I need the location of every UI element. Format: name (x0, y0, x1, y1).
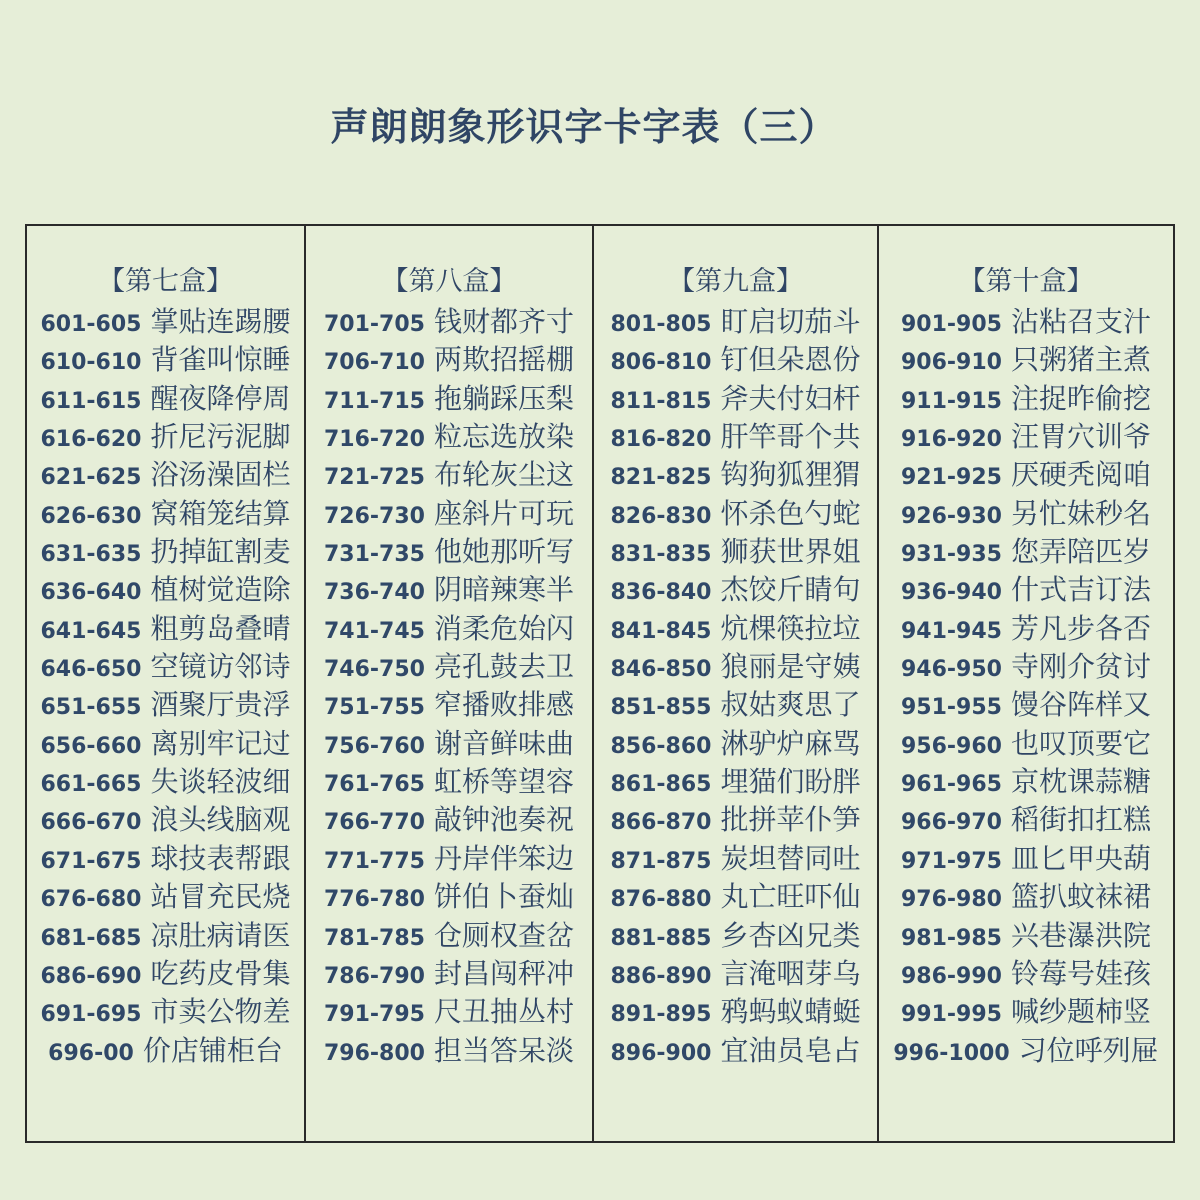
card-characters: 阴暗辣寒半 (433, 573, 574, 607)
card-characters: 粗剪岛叠晴 (150, 611, 291, 645)
card-row (594, 341, 877, 379)
card-range: 611-615 (40, 388, 142, 414)
card-range: 746-750 (324, 657, 425, 683)
card-row (879, 725, 1173, 763)
card-range: 766-770 (324, 810, 425, 836)
card-range: 916-920 (901, 427, 1002, 453)
card-row (879, 878, 1173, 916)
card-range: 876-880 (610, 887, 712, 913)
character-table (25, 224, 1175, 1143)
card-row (879, 533, 1173, 571)
card-row (594, 571, 877, 609)
card-characters: 只粥猪主煮 (1010, 343, 1151, 377)
card-characters: 空镜访邻诗 (150, 650, 291, 684)
card-range: 886-890 (610, 963, 712, 989)
card-characters: 稻街扣扛糕 (1010, 803, 1151, 837)
card-characters: 窝箱笼结算 (150, 496, 291, 530)
card-characters: 封昌闯秤冲 (433, 956, 574, 990)
card-range: 601-605 (40, 312, 142, 337)
card-characters: 您弄陪匹岁 (1010, 535, 1151, 569)
card-row (27, 955, 304, 993)
card-range: 871-875 (610, 848, 712, 874)
card-row (306, 725, 592, 763)
card-characters: 站冒充民烧 (150, 880, 291, 914)
card-characters: 杰饺斤睛句 (720, 573, 861, 607)
card-characters: 汪胃穴训爷 (1010, 420, 1151, 454)
card-row (879, 610, 1173, 648)
card-row (27, 380, 304, 418)
card-row (594, 418, 877, 456)
box-header: 【第九盒】 (668, 266, 803, 297)
card-row (594, 763, 877, 801)
card-range: 626-630 (40, 503, 142, 529)
card-characters: 消柔危始闪 (433, 611, 574, 645)
card-row (306, 303, 592, 341)
card-characters: 馒谷阵样又 (1010, 688, 1151, 722)
card-range: 801-805 (610, 312, 712, 337)
card-row (879, 993, 1173, 1031)
card-characters: 尺丑抽丛村 (433, 995, 574, 1029)
card-range: 881-885 (610, 925, 712, 951)
card-row (27, 878, 304, 916)
card-range: 986-990 (901, 963, 1002, 989)
card-characters: 乡杏凶兄类 (720, 918, 861, 952)
card-row (27, 571, 304, 609)
card-row (879, 801, 1173, 839)
card-row (594, 533, 877, 571)
card-characters: 盯启切茄斗 (720, 305, 861, 338)
card-row (879, 840, 1173, 878)
card-characters: 言淹咽芽乌 (720, 956, 861, 990)
card-characters: 酒聚厅贵浮 (150, 688, 291, 722)
card-characters: 狮获世界姐 (720, 535, 861, 569)
card-range: 976-980 (901, 887, 1002, 913)
card-range: 796-800 (324, 1040, 425, 1066)
card-row (27, 993, 304, 1031)
page-title: 声朗朗象形识字卡字表（三） (330, 105, 838, 149)
card-range: 716-720 (324, 427, 425, 453)
card-range: 901-905 (901, 312, 1002, 337)
card-range: 621-625 (40, 465, 142, 491)
card-characters: 失谈轻波细 (150, 765, 291, 799)
card-characters: 折尼污泥脚 (150, 420, 291, 454)
card-row (306, 878, 592, 916)
card-range: 631-635 (40, 542, 142, 568)
card-row (594, 456, 877, 494)
card-characters: 埋猫们盼胖 (720, 765, 861, 799)
card-range: 656-660 (40, 733, 142, 759)
card-row (27, 610, 304, 648)
card-row (594, 610, 877, 648)
card-range: 776-780 (324, 887, 425, 913)
card-characters: 厌硬秃阅咱 (1010, 458, 1151, 492)
card-row (27, 495, 304, 533)
card-row (27, 648, 304, 686)
card-characters: 炕棵筷拉垃 (720, 611, 861, 645)
card-characters: 什式吉订法 (1010, 573, 1151, 607)
card-row (306, 763, 592, 801)
card-characters: 植树觉造除 (150, 573, 291, 607)
card-characters: 拖躺踩压梨 (433, 381, 574, 415)
card-range: 781-785 (324, 925, 425, 951)
card-characters: 怀杀色勺蛇 (720, 496, 861, 530)
card-characters: 寺刚介贫讨 (1010, 650, 1151, 684)
card-row (879, 418, 1173, 456)
card-row (306, 495, 592, 533)
card-characters: 另忙妹秒名 (1010, 496, 1151, 530)
card-row (594, 1032, 877, 1070)
card-characters: 市卖公物差 (150, 995, 291, 1029)
card-characters: 丸亡旺吓仙 (720, 880, 861, 914)
card-range: 891-895 (610, 1002, 712, 1028)
card-characters: 钉但朵恩份 (720, 343, 861, 377)
card-characters: 浪头线脑观 (150, 803, 291, 837)
card-row (27, 840, 304, 878)
card-row (594, 686, 877, 724)
card-range: 756-760 (324, 733, 425, 759)
card-characters: 丹岸伴笨边 (433, 841, 574, 875)
card-characters: 狼丽是守姨 (720, 650, 861, 684)
card-characters: 兴巷瀑洪院 (1010, 918, 1151, 952)
card-characters: 习位呼列屉 (1018, 1033, 1159, 1067)
card-row (306, 380, 592, 418)
card-range: 836-840 (610, 580, 712, 606)
card-characters: 肝竿哥个共 (720, 420, 861, 454)
card-row (27, 341, 304, 379)
card-characters: 宜油员皂占 (720, 1033, 861, 1067)
card-characters: 喊纱题柿竖 (1010, 995, 1151, 1029)
card-range: 936-940 (901, 580, 1002, 606)
card-characters: 亮孔鼓去卫 (433, 650, 574, 684)
card-row (27, 686, 304, 724)
card-range: 666-670 (40, 810, 142, 836)
card-characters: 虹桥等望容 (433, 765, 574, 799)
card-characters: 两欺招摇棚 (433, 343, 574, 377)
card-characters: 担当答呆淡 (433, 1033, 574, 1067)
card-characters: 敲钟池奏祝 (433, 803, 574, 837)
card-row (879, 648, 1173, 686)
card-characters: 鸦蚂蚁蜻蜓 (720, 995, 861, 1029)
card-characters: 醒夜降停周 (150, 381, 291, 415)
card-characters: 钩狗狐狸猬 (720, 458, 861, 492)
card-characters: 皿匕甲央葫 (1010, 841, 1151, 875)
card-row (879, 763, 1173, 801)
card-range: 921-925 (901, 465, 1002, 491)
card-range: 616-620 (40, 427, 142, 453)
card-characters: 芳凡步各否 (1010, 611, 1151, 645)
card-characters: 他她那听写 (433, 535, 574, 569)
card-row (306, 686, 592, 724)
card-range: 721-725 (324, 465, 425, 491)
card-range: 821-825 (610, 465, 712, 491)
card-range: 806-810 (610, 350, 712, 376)
card-range: 791-795 (324, 1002, 425, 1028)
card-row (594, 648, 877, 686)
card-range: 701-705 (324, 312, 425, 337)
card-characters: 批拼苹仆笋 (720, 803, 861, 837)
box-column (27, 226, 306, 1141)
box-header: 【第十盒】 (958, 266, 1094, 297)
card-range: 641-645 (40, 618, 142, 644)
card-characters: 炭坦替同吐 (720, 841, 861, 875)
card-range: 786-790 (324, 963, 425, 989)
card-characters: 钱财都齐寸 (433, 305, 574, 338)
card-row (879, 303, 1173, 341)
card-characters: 沾粘召支汁 (1010, 305, 1151, 338)
card-range: 911-915 (901, 388, 1002, 414)
card-range: 846-850 (610, 657, 712, 683)
card-range: 831-835 (610, 542, 712, 568)
card-row (306, 648, 592, 686)
card-range: 771-775 (324, 848, 425, 874)
card-range: 726-730 (324, 503, 425, 529)
card-range: 851-855 (610, 695, 712, 721)
card-row (27, 725, 304, 763)
card-row (879, 686, 1173, 724)
card-range: 816-820 (610, 427, 712, 453)
card-row (879, 380, 1173, 418)
box-column (306, 226, 594, 1141)
card-row (594, 380, 877, 418)
card-range: 671-675 (40, 848, 142, 874)
box-column (594, 226, 879, 1141)
card-range: 926-930 (901, 503, 1002, 529)
card-row (594, 840, 877, 878)
card-characters: 谢音鲜味曲 (433, 726, 574, 760)
card-characters: 注捉昨偷挖 (1010, 381, 1151, 415)
card-row (27, 303, 304, 341)
card-range: 971-975 (901, 848, 1002, 874)
card-characters: 铃莓号娃孩 (1010, 956, 1151, 990)
card-characters: 背雀叫惊睡 (150, 343, 291, 377)
card-characters: 掌贴连踢腰 (150, 305, 291, 338)
card-range: 711-715 (324, 388, 425, 414)
card-row (27, 533, 304, 571)
card-row (594, 993, 877, 1031)
card-range: 866-870 (610, 810, 712, 836)
card-range: 856-860 (610, 733, 712, 759)
card-characters: 饼伯卜蚕灿 (433, 880, 574, 914)
card-range: 676-680 (40, 887, 142, 913)
card-row (594, 725, 877, 763)
card-row (27, 418, 304, 456)
card-row (306, 418, 592, 456)
card-characters: 扔掉缸割麦 (150, 535, 291, 569)
card-range: 961-965 (901, 772, 1002, 798)
card-row (879, 456, 1173, 494)
card-characters: 粒忘选放染 (433, 420, 574, 454)
card-row (27, 456, 304, 494)
card-row (879, 917, 1173, 955)
card-row (306, 840, 592, 878)
card-row (306, 571, 592, 609)
card-range: 741-745 (324, 618, 425, 644)
card-row (306, 456, 592, 494)
card-range: 811-815 (610, 388, 712, 414)
card-characters: 也叹顶要它 (1010, 726, 1151, 760)
card-range: 981-985 (901, 925, 1002, 951)
card-row (594, 878, 877, 916)
card-range: 966-970 (901, 810, 1002, 836)
card-characters: 浴汤澡固栏 (150, 458, 291, 492)
card-row (306, 1032, 592, 1070)
card-row (306, 993, 592, 1031)
card-range: 931-935 (901, 542, 1002, 568)
box-header: 【第八盒】 (381, 266, 517, 297)
card-range: 696-00 (48, 1040, 134, 1066)
card-row (879, 341, 1173, 379)
card-characters: 京枕课蒜糖 (1010, 765, 1151, 799)
card-row (306, 917, 592, 955)
card-row (594, 917, 877, 955)
card-range: 826-830 (610, 503, 712, 529)
card-row (27, 917, 304, 955)
card-characters: 叔姑爽思了 (720, 688, 861, 722)
card-row (879, 571, 1173, 609)
card-row (27, 1032, 304, 1070)
card-range: 731-735 (324, 542, 425, 568)
card-range: 941-945 (901, 618, 1002, 644)
card-range: 956-960 (901, 733, 1002, 759)
card-characters: 离别牢记过 (150, 726, 291, 760)
card-row (306, 955, 592, 993)
card-row (306, 801, 592, 839)
card-characters: 布轮灰尘这 (433, 458, 574, 492)
card-range: 761-765 (324, 772, 425, 798)
card-range: 661-665 (40, 772, 142, 798)
card-range: 681-685 (40, 925, 142, 951)
card-characters: 篮扒蚊袜裙 (1010, 880, 1151, 914)
card-characters: 淋驴炉麻骂 (720, 726, 861, 760)
card-row (306, 533, 592, 571)
card-range: 906-910 (901, 350, 1002, 376)
card-range: 896-900 (610, 1040, 712, 1066)
card-row (594, 955, 877, 993)
card-range: 996-1000 (893, 1040, 1010, 1066)
card-range: 991-995 (901, 1002, 1002, 1028)
card-row (306, 610, 592, 648)
card-range: 841-845 (610, 618, 712, 644)
card-characters: 吃药皮骨集 (150, 956, 291, 990)
card-range: 946-950 (901, 657, 1002, 683)
card-row (594, 303, 877, 341)
card-range: 610-610 (40, 350, 142, 376)
card-range: 736-740 (324, 580, 425, 606)
card-characters: 座斜片可玩 (433, 496, 574, 530)
card-row (879, 955, 1173, 993)
card-range: 751-755 (324, 695, 425, 721)
card-range: 951-955 (901, 695, 1002, 721)
card-range: 686-690 (40, 963, 142, 989)
card-characters: 斧夫付妇杆 (720, 381, 861, 415)
card-range: 646-650 (40, 657, 142, 683)
card-row (27, 763, 304, 801)
card-range: 691-695 (40, 1002, 142, 1028)
card-characters: 凉肚病请医 (150, 918, 291, 952)
card-row (306, 341, 592, 379)
card-range: 651-655 (40, 695, 142, 721)
box-header: 【第七盒】 (98, 266, 233, 297)
card-characters: 窄播败排感 (433, 688, 574, 722)
card-row (594, 495, 877, 533)
card-row (879, 1032, 1173, 1070)
box-column (879, 226, 1173, 1141)
card-range: 706-710 (324, 350, 425, 376)
card-row (27, 801, 304, 839)
card-row (879, 495, 1173, 533)
card-characters: 球技表帮跟 (150, 841, 291, 875)
card-row (594, 801, 877, 839)
card-characters: 价店铺柜台 (142, 1033, 283, 1067)
card-range: 636-640 (40, 580, 142, 606)
card-range: 861-865 (610, 772, 712, 798)
card-characters: 仓厕权查岔 (433, 918, 574, 952)
